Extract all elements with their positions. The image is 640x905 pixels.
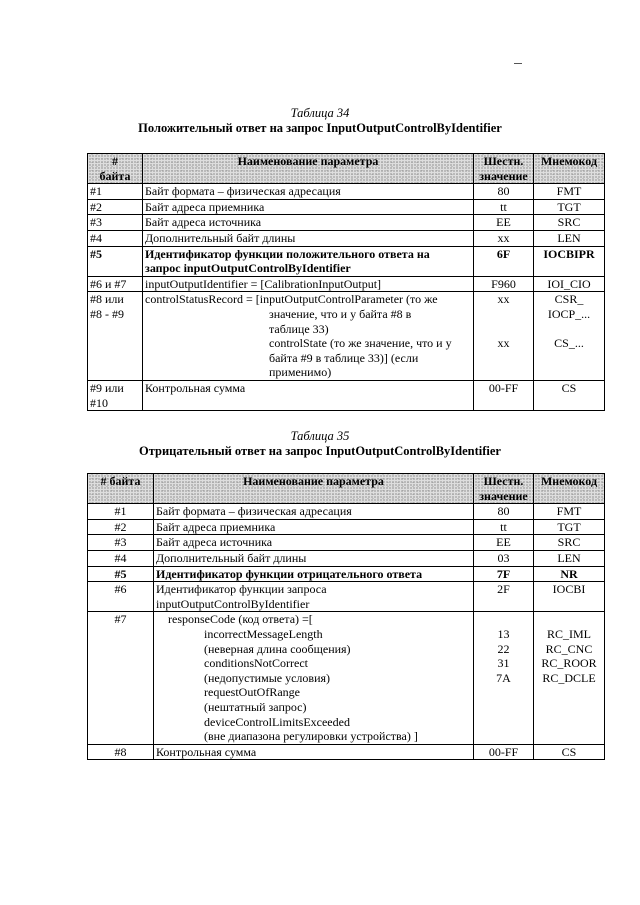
table34-header-hex: Шестн. значение xyxy=(474,154,534,184)
byte-number-cell xyxy=(88,199,143,215)
hex-value: EE xyxy=(496,215,511,230)
table35 xyxy=(87,473,605,760)
mnemonic: SRC xyxy=(557,535,581,550)
parameter-name-line: Дополнительный байт длины xyxy=(145,230,296,245)
mnemonic-cell xyxy=(534,535,605,551)
hex-value: 03 xyxy=(497,550,510,565)
parameter-name-line: (неверная длина сообщения) xyxy=(204,641,351,656)
hex-value-cell xyxy=(474,582,534,612)
table34-header-param: Наименование параметра xyxy=(143,154,474,184)
mnemonic: IOCBIPR xyxy=(543,246,595,261)
hex-value: 80 xyxy=(497,504,510,519)
hex-value-cell xyxy=(474,215,534,231)
parameter-name-line: controlState (то же значение, что и у xyxy=(269,336,452,351)
hex-value: 2F xyxy=(497,582,510,597)
parameter-name-line: Идентификатор функции положительного ответа на xyxy=(145,246,430,261)
parameter-name-line: inputOutputIdentifier = [CalibrationInputOutput] xyxy=(145,276,382,291)
hex-value-cell xyxy=(474,199,534,215)
parameter-name-line: Байт формата – физическая адресация xyxy=(156,504,352,519)
table-row xyxy=(88,230,605,246)
byte-number-cell: #4 xyxy=(88,550,154,566)
parameter-name-line: (вне диапазона регулировки устройства) ] xyxy=(204,729,418,744)
parameter-name-cell xyxy=(154,550,474,566)
byte-number: #8 - #9 xyxy=(90,306,124,321)
table-row xyxy=(88,612,605,744)
table34-header-mnemonic: Мнемокод xyxy=(534,154,605,184)
table-row xyxy=(88,535,605,551)
mnemonic-cell xyxy=(534,184,605,200)
byte-number: #5 xyxy=(90,246,102,261)
mnemonic-cell xyxy=(534,246,605,276)
byte-number-cell xyxy=(88,292,143,381)
parameter-name-cell xyxy=(143,230,474,246)
byte-number-cell: #1 xyxy=(88,504,154,520)
table-row xyxy=(88,276,605,292)
table-row xyxy=(88,380,605,410)
byte-number-cell: #2 xyxy=(88,519,154,535)
byte-number-cell xyxy=(88,184,143,200)
table35-header-mnemonic: Мнемокод xyxy=(534,474,605,504)
table-row xyxy=(88,566,605,582)
byte-number-cell xyxy=(88,380,143,410)
mnemonic: RC_IML xyxy=(546,626,591,641)
byte-number-cell: #6 xyxy=(88,582,154,612)
table35-body xyxy=(88,504,605,760)
parameter-name-line: значение, что и у байта #8 в xyxy=(269,306,412,321)
mnemonic: RC_CNC xyxy=(545,641,593,656)
byte-number: #9 или xyxy=(90,380,124,395)
hex-value-cell xyxy=(474,566,534,582)
mnemonic: FMT xyxy=(556,504,582,519)
byte-number: #6 и #7 xyxy=(90,276,127,291)
mnemonic: CS_... xyxy=(554,336,584,351)
hex-value: 13 xyxy=(497,626,510,641)
parameter-name-line: Байт адреса приемника xyxy=(156,519,276,534)
table-row xyxy=(88,550,605,566)
parameter-name-cell xyxy=(143,184,474,200)
parameter-name-cell xyxy=(143,276,474,292)
parameter-name-cell xyxy=(154,744,474,760)
hex-value-cell xyxy=(474,504,534,520)
table35-header-hex: Шестн. значение xyxy=(474,474,534,504)
parameter-name-line: (недопустимые условия) xyxy=(204,670,331,685)
mnemonic: RC_DCLE xyxy=(542,670,596,685)
byte-number: #4 xyxy=(90,230,102,245)
mnemonic-cell xyxy=(534,215,605,231)
parameter-name-line: (нештатный запрос) xyxy=(204,699,307,714)
parameter-name-cell xyxy=(143,199,474,215)
table-row xyxy=(88,184,605,200)
parameter-name-line: requestOutOfRange xyxy=(204,685,300,700)
mnemonic: IOCP_... xyxy=(547,306,591,321)
hex-value-cell xyxy=(474,380,534,410)
parameter-name-line: Байт формата – физическая адресация xyxy=(145,184,341,199)
page-mark xyxy=(514,63,522,64)
table-row xyxy=(88,504,605,520)
parameter-name-cell xyxy=(154,504,474,520)
hex-value-cell xyxy=(474,230,534,246)
hex-value: 22 xyxy=(497,641,510,656)
parameter-name-cell xyxy=(143,215,474,231)
hex-value: tt xyxy=(500,199,507,214)
mnemonic: TGT xyxy=(557,199,581,214)
parameter-name-line: Дополнительный байт длины xyxy=(156,550,307,565)
table34-title: Положительный ответ на запрос InputOutputControlByIdentifier xyxy=(138,121,502,135)
hex-value: EE xyxy=(496,535,511,550)
mnemonic: CSR_ xyxy=(554,292,584,307)
mnemonic-cell xyxy=(534,276,605,292)
byte-number-cell xyxy=(88,230,143,246)
mnemonic: LEN xyxy=(557,550,581,565)
table-row xyxy=(88,744,605,760)
byte-number: #8 или xyxy=(90,292,124,307)
parameter-name-line: таблице 33) xyxy=(269,321,329,336)
mnemonic-cell xyxy=(534,550,605,566)
mnemonic: SRC xyxy=(557,215,581,230)
parameter-name-line: Контрольная сумма xyxy=(145,380,246,395)
table35-title: Отрицательный ответ на запрос InputOutputControlByIdentifier xyxy=(139,444,501,458)
mnemonic-cell xyxy=(534,292,605,381)
parameter-name-line: deviceControlLimitsExceeded xyxy=(204,714,350,729)
parameter-name-line: Байт адреса приемника xyxy=(145,199,265,214)
table35-caption xyxy=(0,429,640,459)
mnemonic-cell xyxy=(534,566,605,582)
hex-value: 80 xyxy=(497,184,510,199)
mnemonic: CS xyxy=(561,380,577,395)
mnemonic: FMT xyxy=(556,184,582,199)
byte-number-cell xyxy=(88,246,143,276)
byte-number-cell: #3 xyxy=(88,535,154,551)
hex-value-cell xyxy=(474,612,534,744)
hex-value-cell xyxy=(474,550,534,566)
hex-value-cell xyxy=(474,535,534,551)
table34 xyxy=(87,153,605,411)
mnemonic-cell xyxy=(534,744,605,760)
byte-number: #10 xyxy=(90,395,108,410)
mnemonic: NR xyxy=(560,566,578,581)
parameter-name-line: Идентификатор функции запроса xyxy=(156,582,327,597)
hex-value: 00-FF xyxy=(488,744,519,759)
hex-value: 6F xyxy=(496,246,511,261)
table-row xyxy=(88,215,605,231)
mnemonic-cell xyxy=(534,519,605,535)
table-row xyxy=(88,582,605,612)
parameter-name-cell xyxy=(154,566,474,582)
parameter-name-line: controlStatusRecord = [inputOutputControlParameter (то же xyxy=(145,292,438,307)
hex-value: 00-FF xyxy=(488,380,519,395)
parameter-name-line: incorrectMessageLength xyxy=(204,626,323,641)
parameter-name-line: conditionsNotCorrect xyxy=(204,656,308,671)
parameter-name-line: запрос inputOutputControlByIdentifier xyxy=(145,261,351,276)
table34-number: Таблица 34 xyxy=(290,106,350,120)
hex-value: xx xyxy=(497,336,510,351)
hex-value: xx xyxy=(497,292,510,307)
byte-number-cell: #7 xyxy=(88,612,154,744)
table35-number: Таблица 35 xyxy=(290,429,350,443)
table-row xyxy=(88,292,605,381)
parameter-name-line: inputOutputControlByIdentifier xyxy=(156,596,310,611)
parameter-name-cell xyxy=(154,582,474,612)
parameter-name-line: Байт адреса источника xyxy=(156,535,273,550)
table34-body xyxy=(88,184,605,411)
hex-value-cell xyxy=(474,276,534,292)
mnemonic-cell xyxy=(534,582,605,612)
byte-number-cell: #8 xyxy=(88,744,154,760)
mnemonic: RC_ROOR xyxy=(541,656,597,671)
table-row xyxy=(88,519,605,535)
hex-value-cell xyxy=(474,292,534,381)
parameter-name-line: responseCode (код ответа) =[ xyxy=(168,612,313,627)
table35-header-byte: # байта xyxy=(88,474,154,504)
byte-number-cell xyxy=(88,215,143,231)
mnemonic-cell xyxy=(534,612,605,744)
byte-number: #2 xyxy=(90,199,102,214)
parameter-name-line: байта #9 в таблице 33)] (если xyxy=(269,350,419,365)
mnemonic: CS xyxy=(561,744,577,759)
parameter-name-cell xyxy=(143,380,474,410)
hex-value: 7F xyxy=(496,566,511,581)
parameter-name-line: Идентификатор функции отрицательного ответа xyxy=(156,566,423,581)
parameter-name-line: Контрольная сумма xyxy=(156,744,257,759)
hex-value: 7A xyxy=(496,670,511,685)
parameter-name-line: Байт адреса источника xyxy=(145,215,262,230)
parameter-name-cell xyxy=(154,519,474,535)
parameter-name-cell xyxy=(154,612,474,744)
table35-header-param: Наименование параметра xyxy=(154,474,474,504)
mnemonic-cell xyxy=(534,504,605,520)
parameter-name-line: применимо) xyxy=(269,365,332,380)
table34-header-byte: # байта xyxy=(88,154,143,184)
hex-value: 31 xyxy=(497,656,510,671)
byte-number-cell: #5 xyxy=(88,566,154,582)
table-row xyxy=(88,246,605,276)
mnemonic: TGT xyxy=(557,519,581,534)
parameter-name-cell xyxy=(154,535,474,551)
hex-value-cell xyxy=(474,744,534,760)
mnemonic-cell xyxy=(534,199,605,215)
mnemonic-cell xyxy=(534,230,605,246)
table34-caption xyxy=(0,106,640,136)
byte-number-cell xyxy=(88,276,143,292)
hex-value: tt xyxy=(500,519,507,534)
hex-value: F960 xyxy=(491,276,516,291)
table-row xyxy=(88,199,605,215)
hex-value-cell xyxy=(474,184,534,200)
mnemonic: IOCBI xyxy=(552,582,586,597)
mnemonic-cell xyxy=(534,380,605,410)
parameter-name-cell xyxy=(143,246,474,276)
hex-value-cell xyxy=(474,246,534,276)
byte-number: #3 xyxy=(90,215,102,230)
byte-number: #1 xyxy=(90,184,102,199)
mnemonic: IOI_CIO xyxy=(547,276,591,291)
hex-value-cell xyxy=(474,519,534,535)
parameter-name-cell xyxy=(143,292,474,381)
hex-value: xx xyxy=(497,230,510,245)
mnemonic: LEN xyxy=(557,230,581,245)
